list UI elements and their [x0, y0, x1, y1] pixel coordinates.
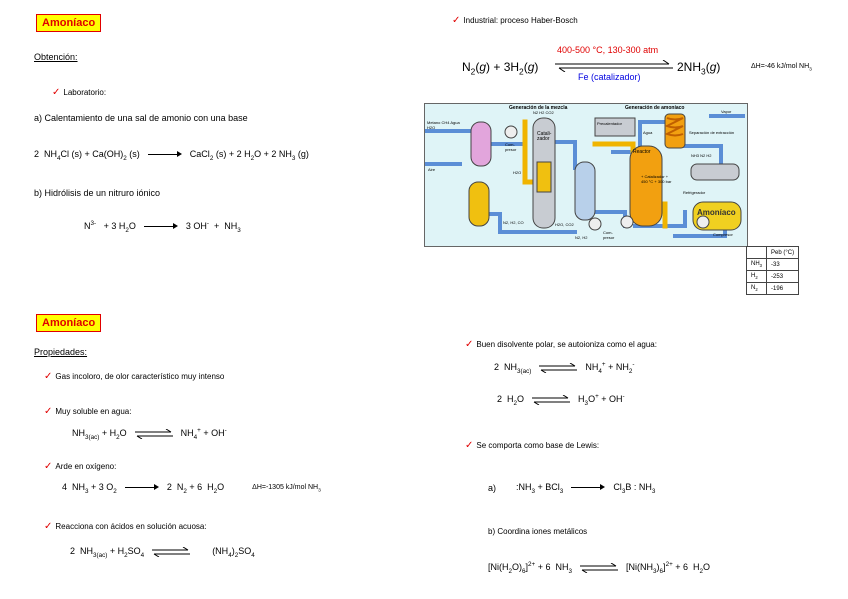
table-row	[747, 283, 799, 295]
prop-2-label: Muy soluble en agua:	[55, 407, 132, 416]
a-title: a) Calentamiento de una sal de amonio con una base	[34, 113, 248, 123]
equation-p3-left: 4 $NH_3 + 3$ $O_2$	[62, 482, 117, 495]
equation-p3-right: 2 $N_2 + 6$ $H_2O$	[166, 482, 225, 495]
hb-cond-top: 400-500 °C, 130-300 atm	[557, 45, 659, 55]
table-header-peb: Peb (°C)	[767, 247, 799, 259]
table-row	[747, 247, 799, 259]
check-icon: ✓	[44, 521, 53, 532]
laboratorio-label: Laboratorio:	[63, 88, 107, 97]
equilibrium-arrow-icon	[580, 563, 618, 573]
equation-r1a	[494, 361, 634, 375]
equation-p3-dh: ΔH=-1305 kJ/mol $NH_3$	[252, 483, 321, 494]
secondary-reformer-vessel	[469, 182, 489, 226]
label-compresor1: Com- presor	[505, 142, 517, 152]
equation-r1b	[497, 393, 625, 407]
prop-1-label: Gas incoloro, de olor característico muy intenso	[55, 372, 225, 381]
equilibrium-arrow-icon	[152, 547, 190, 557]
label-amoniaco: Amoníaco	[697, 208, 736, 217]
equation-a	[34, 149, 309, 162]
laboratorio-item	[52, 87, 106, 98]
table-cell-value: -196	[767, 283, 799, 295]
equation-p4-left: 2 $NH_{3(ac)} + H_2SO_4$	[70, 546, 145, 559]
top-title-tag: Amoníaco	[36, 14, 101, 32]
label-catalizador: Catali- zador	[537, 131, 552, 142]
arrow-icon	[144, 223, 178, 231]
check-icon: ✓	[52, 87, 61, 98]
arrow-icon	[125, 484, 159, 492]
label-nh3n2h2: NH3 N2 H2	[691, 153, 712, 158]
right-2b: b) Coordina iones metálicos	[488, 527, 588, 536]
equation-p2-right: $NH_4^+ + OH^-$	[180, 427, 227, 441]
label-separacion: Separación de extracción	[689, 130, 735, 135]
right-1-label: Buen disolvente polar, se autoioniza como el agua:	[476, 340, 657, 349]
equation-r1a-right: $NH_4^+ + NH_2^-$	[585, 361, 635, 375]
check-icon: ✓	[44, 406, 53, 417]
compresor-icon-3	[621, 216, 633, 228]
arrow-icon	[148, 151, 182, 159]
arrow-icon	[571, 484, 605, 492]
label-n2h2: N2, H2	[575, 235, 588, 240]
bottom-title-tag: Amoníaco	[36, 314, 101, 332]
table-cell-value: -253	[767, 271, 799, 283]
equation-r2a	[488, 482, 655, 495]
b-title: b) Hidrólisis de un nitruro iónico	[34, 188, 161, 198]
equation-r2b	[488, 561, 710, 575]
label-reactor: Reactor	[633, 149, 651, 155]
propiedades-heading: Propiedades:	[34, 347, 88, 357]
right-2-label: Se comporta como base de Lewis:	[476, 441, 600, 450]
absorber-column	[575, 162, 595, 220]
equation-r1b-right: $H_3O^+ + OH^-$	[578, 393, 625, 407]
prop-3	[44, 461, 116, 472]
label-n2h2co: N2, H2, CO	[503, 220, 524, 225]
haber-bosch-process-diagram	[424, 103, 748, 247]
table-cell-name: $NH_3$	[747, 259, 767, 271]
equation-r1b-left: 2 $H_2O$	[497, 393, 525, 407]
table-cell-value: -33	[767, 259, 799, 271]
prop-1	[44, 371, 224, 382]
obtencion-heading: Obtención:	[34, 52, 78, 62]
table-row	[747, 259, 799, 271]
reformer-vessel	[471, 122, 491, 166]
prop-4	[44, 521, 207, 532]
refrigerador-unit	[691, 164, 739, 180]
equation-b	[84, 220, 241, 234]
right-1	[465, 339, 657, 350]
label-compresor3: Com- presor	[603, 230, 615, 240]
industrial-label: Industrial: proceso Haber-Bosch	[463, 16, 578, 25]
table-cell-name: $H_2$	[747, 271, 767, 283]
hb-equilibrium-arrow-icon	[555, 60, 673, 72]
process-diagram-svg	[425, 104, 747, 246]
prop-3-label: Arde en oxígeno:	[55, 462, 117, 471]
equation-a-right: CaCl$_2$ (s) + 2 $H_2O + 2$ $NH_3$ (g)	[189, 149, 309, 162]
hb-cond-bottom: Fe (catalizador)	[578, 72, 641, 82]
label-h2o: H2O	[513, 170, 522, 175]
compresor-icon-4	[697, 216, 709, 228]
label-h2o-co2: H2O, CO2	[555, 222, 574, 227]
equation-r2b-right: $[Ni(NH_3)_6]^{2+} + 6$ $H_2O$	[626, 561, 711, 575]
equation-p4-right: $(NH_4)_2SO_4$	[212, 546, 255, 559]
equation-r2a-right: $Cl_3B$ : $NH_3$	[613, 482, 656, 495]
right-2	[465, 440, 599, 451]
label-gen-amoniaco: Generación de amoníaco	[625, 105, 685, 111]
equation-p2-left: $NH_{3(ac)} + H_2O$	[72, 427, 127, 441]
label-gen-mezcla: Generación de la mezcla	[509, 105, 568, 111]
label-aire: Aire	[428, 167, 436, 172]
table-cell-name: $N_2$	[747, 283, 767, 295]
equation-b-left: $N^{3-} + 3$ $H_2O$	[84, 220, 136, 234]
equation-p4	[70, 546, 255, 559]
pipe-3	[555, 142, 575, 168]
prop-2	[44, 406, 131, 417]
label-reactor-cond: + Catalizador + 450 °C + 300 bar	[641, 174, 672, 184]
label-n2h2co2: N2 H2 CO2	[533, 110, 554, 115]
check-icon: ✓	[452, 15, 461, 26]
label-compresor2: Compresor	[713, 232, 733, 237]
equation-r2a-left: $:NH_3 + BCl_3$	[516, 482, 564, 495]
label-agua: Agua	[643, 130, 653, 135]
equation-r1a-left: 2 $NH_{3(ac)}$	[494, 361, 532, 375]
equation-p2	[72, 427, 227, 441]
catalizador-bed	[537, 162, 551, 192]
reactor-vessel	[630, 146, 662, 226]
label-precalentador: Precalentador	[597, 121, 622, 126]
hot-pipe-1	[525, 122, 533, 182]
check-icon: ✓	[465, 440, 474, 451]
peb-table	[746, 246, 799, 295]
equation-r2b-left: $[Ni(H_2O)_6]^{2+} + 6$ $NH_3$	[488, 561, 573, 575]
equation-p3	[62, 482, 321, 495]
equation-a-left: 2 $NH_4Cl$ $(s) + Ca(OH)_2$ (s)	[34, 149, 140, 162]
label-gas-natural: Metano CH4 Agua H2O	[427, 120, 460, 130]
equilibrium-arrow-icon	[135, 429, 173, 439]
check-icon: ✓	[44, 371, 53, 382]
compresor-icon	[505, 126, 517, 138]
equilibrium-arrow-icon	[539, 363, 577, 373]
check-icon: ✓	[465, 339, 474, 350]
industrial-item	[452, 15, 578, 26]
equilibrium-arrow-icon	[532, 395, 570, 405]
check-icon: ✓	[44, 461, 53, 472]
hb-dh: ΔH=-46 kJ/mol $NH_3$	[751, 63, 812, 73]
label-refrigerador: Refrigerador	[683, 190, 706, 195]
compresor-icon-2	[589, 218, 601, 230]
label-vapor: Vapor	[721, 109, 732, 114]
table-cell	[747, 247, 767, 259]
table-row	[747, 271, 799, 283]
equation-b-right: 3 $OH^- + NH_3$	[185, 220, 241, 234]
hb-left: $N_2(g) + 3H_2(g)$	[462, 60, 539, 77]
equation-r2a-label: a)	[488, 483, 497, 494]
hb-right: $2NH_3(g)$	[677, 60, 721, 77]
prop-4-label: Reacciona con ácidos en solución acuosa:	[55, 522, 207, 531]
